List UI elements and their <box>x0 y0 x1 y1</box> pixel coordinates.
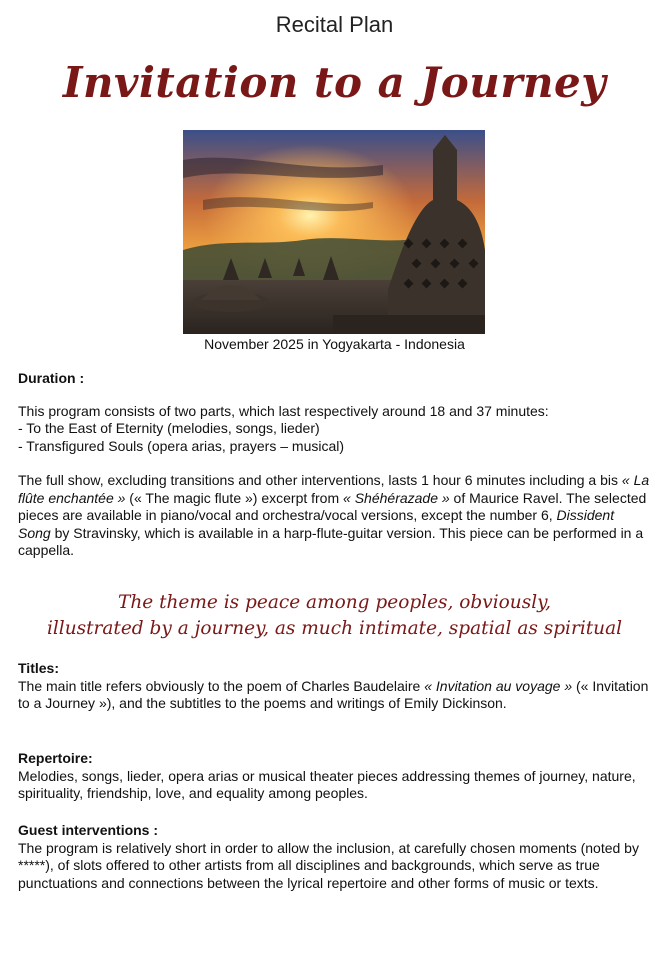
guest-heading: Guest interventions : <box>18 822 159 838</box>
duration-text-d: by Stravinsky, which is available in a harp-flute-guitar version. This piece can be performed in a cappella. <box>18 524 644 558</box>
titles-heading: Titles: <box>18 660 59 676</box>
duration-part2: - Transfigured Souls (opera arias, prayers – musical) <box>18 437 345 454</box>
theme-line-2: illustrated by a journey, as much intimate, spatial as spiritual <box>46 618 623 639</box>
flute-title: « La flûte enchantée » <box>18 472 650 506</box>
temple-sunset-photo <box>183 130 485 334</box>
duration-section <box>18 370 650 560</box>
titles-text-b: (« Invitation to a Journey »), and the subtitles to the poems and writings of Emily Dickinson. <box>18 677 649 711</box>
duration-heading: Duration : <box>18 370 85 386</box>
document-label: Recital Plan <box>275 12 394 37</box>
temple-sunset-image <box>183 130 485 334</box>
guest-section <box>18 822 650 892</box>
duration-intro: This program consists of two parts, which last respectively around 18 and 37 minutes: <box>18 402 549 419</box>
duration-text-a: The full show, excluding transitions and other interventions, lasts 1 hour 6 minutes including a bis <box>18 472 622 488</box>
repertoire-heading: Repertoire: <box>18 750 93 766</box>
duration-text-c: of Maurice Ravel. The selected pieces are available in piano/vocal and orchestra/vocal versions, except the number 6, <box>18 489 647 523</box>
duration-text-b: (« The magic flute ») excerpt from <box>125 489 344 506</box>
duration-details <box>18 472 650 560</box>
repertoire-section <box>18 750 650 803</box>
guest-text: The program is relatively short in order to allow the inclusion, at carefully chosen moments (noted by *****), of slots offered to other artists from all disciplines and backgrounds, which serve as true punctuations and connections between the lyrical repertoire and other forms of music or texts. <box>18 839 639 891</box>
theme-line-1: The theme is peace among peoples, obviously, <box>118 592 551 613</box>
titles-text-a: The main title refers obviously to the poem of Charles Baudelaire <box>18 677 425 694</box>
titles-text <box>18 678 650 713</box>
dissident-song-title: Dissident Song <box>18 507 615 541</box>
sheherazade-title: « Shéhérazade » <box>343 489 450 506</box>
photo-caption: November 2025 in Yogyakarta - Indonesia <box>204 336 465 352</box>
duration-part1: - To the East of Eternity (melodies, songs, lieder) <box>18 420 320 436</box>
theme-quote <box>0 590 669 642</box>
main-title: Invitation to a Journey <box>62 58 607 107</box>
titles-section <box>18 660 650 713</box>
baudelaire-poem-title: « Invitation au voyage » <box>424 677 573 694</box>
repertoire-text: Melodies, songs, lieder, opera arias or musical theater pieces addressing themes of journey, nature, spirituality, friendship, love, and equality among peoples. <box>18 767 636 801</box>
